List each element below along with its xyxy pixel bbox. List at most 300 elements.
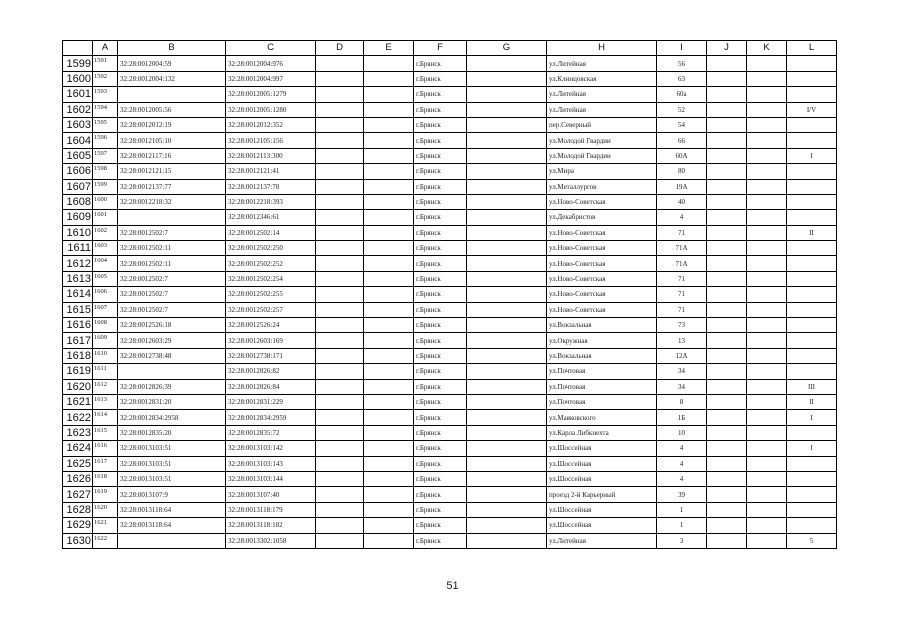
cell-b[interactable]: 32:28:0012121:15 — [118, 164, 226, 179]
cell-h[interactable]: ул.Ново-Советская — [547, 225, 657, 240]
cell-b[interactable]: 32:28:0013107:9 — [118, 487, 226, 502]
cell-e[interactable] — [364, 348, 414, 363]
cell-c[interactable]: 32:28:0013302:1058 — [226, 533, 316, 548]
cell-a[interactable]: 1617 — [93, 456, 118, 471]
cell-j[interactable] — [707, 518, 747, 533]
cell-c[interactable]: 32:28:0012137:78 — [226, 179, 316, 194]
cell-c[interactable]: 32:28:0012502:254 — [226, 271, 316, 286]
cell-g[interactable] — [467, 410, 547, 425]
cell-a[interactable]: 1597 — [93, 148, 118, 163]
cell-b[interactable]: 32:28:0012502:7 — [118, 287, 226, 302]
cell-a[interactable]: 1605 — [93, 271, 118, 286]
cell-j[interactable] — [707, 333, 747, 348]
cell-h[interactable]: ул.Металлургов — [547, 179, 657, 194]
cell-k[interactable] — [747, 302, 787, 317]
cell-l[interactable] — [787, 487, 837, 502]
cell-e[interactable] — [364, 71, 414, 86]
cell-f[interactable]: г.Брянск — [414, 71, 467, 86]
cell-l[interactable]: II — [787, 225, 837, 240]
cell-a[interactable]: 1616 — [93, 441, 118, 456]
cell-h[interactable]: ул.Почтовая — [547, 394, 657, 409]
cell-e[interactable] — [364, 364, 414, 379]
cell-f[interactable]: г.Брянск — [414, 241, 467, 256]
cell-d[interactable] — [316, 102, 364, 117]
cell-i[interactable]: 4 — [657, 456, 707, 471]
cell-i[interactable]: 13 — [657, 333, 707, 348]
cell-d[interactable] — [316, 194, 364, 209]
cell-f[interactable]: г.Брянск — [414, 394, 467, 409]
cell-a[interactable]: 1594 — [93, 102, 118, 117]
cell-e[interactable] — [364, 179, 414, 194]
column-header-k[interactable]: K — [747, 41, 787, 56]
cell-e[interactable] — [364, 256, 414, 271]
cell-i[interactable]: 12А — [657, 348, 707, 363]
cell-c[interactable]: 32:28:0012502:252 — [226, 256, 316, 271]
cell-b[interactable]: 32:28:0013103:51 — [118, 456, 226, 471]
cell-h[interactable]: ул.Ново-Советская — [547, 194, 657, 209]
cell-i[interactable]: 3 — [657, 533, 707, 548]
cell-f[interactable]: г.Брянск — [414, 348, 467, 363]
cell-g[interactable] — [467, 179, 547, 194]
cell-a[interactable]: 1595 — [93, 117, 118, 132]
cell-k[interactable] — [747, 410, 787, 425]
cell-f[interactable]: г.Брянск — [414, 318, 467, 333]
cell-d[interactable] — [316, 271, 364, 286]
cell-c[interactable]: 32:28:0012113:300 — [226, 148, 316, 163]
cell-l[interactable] — [787, 348, 837, 363]
cell-f[interactable]: г.Брянск — [414, 410, 467, 425]
column-header-b[interactable]: B — [118, 41, 226, 56]
cell-d[interactable] — [316, 348, 364, 363]
cell-i[interactable]: 52 — [657, 102, 707, 117]
row-header[interactable]: 1616 — [63, 318, 93, 333]
cell-j[interactable] — [707, 379, 747, 394]
row-header[interactable]: 1606 — [63, 164, 93, 179]
cell-a[interactable]: 1614 — [93, 410, 118, 425]
cell-c[interactable]: 32:28:0012004:997 — [226, 71, 316, 86]
cell-c[interactable]: 32:28:0013103:143 — [226, 456, 316, 471]
row-header[interactable]: 1620 — [63, 379, 93, 394]
column-header-j[interactable]: J — [707, 41, 747, 56]
cell-d[interactable] — [316, 471, 364, 486]
cell-l[interactable]: I — [787, 410, 837, 425]
cell-d[interactable] — [316, 518, 364, 533]
cell-l[interactable]: II — [787, 394, 837, 409]
cell-j[interactable] — [707, 410, 747, 425]
cell-g[interactable] — [467, 394, 547, 409]
column-header-a[interactable]: A — [93, 41, 118, 56]
cell-i[interactable]: 39 — [657, 487, 707, 502]
cell-g[interactable] — [467, 102, 547, 117]
cell-j[interactable] — [707, 164, 747, 179]
cell-d[interactable] — [316, 533, 364, 548]
cell-h[interactable]: ул.Почтовая — [547, 379, 657, 394]
cell-i[interactable]: 73 — [657, 318, 707, 333]
cell-a[interactable]: 1612 — [93, 379, 118, 394]
cell-f[interactable]: г.Брянск — [414, 164, 467, 179]
cell-j[interactable] — [707, 225, 747, 240]
cell-j[interactable] — [707, 71, 747, 86]
cell-e[interactable] — [364, 518, 414, 533]
cell-i[interactable]: 66 — [657, 133, 707, 148]
cell-d[interactable] — [316, 333, 364, 348]
cell-a[interactable]: 1622 — [93, 533, 118, 548]
cell-k[interactable] — [747, 117, 787, 132]
row-header[interactable]: 1608 — [63, 194, 93, 209]
row-header[interactable]: 1614 — [63, 287, 93, 302]
cell-i[interactable]: 34 — [657, 379, 707, 394]
cell-g[interactable] — [467, 302, 547, 317]
cell-c[interactable]: 32:28:0012121:41 — [226, 164, 316, 179]
cell-a[interactable]: 1618 — [93, 471, 118, 486]
cell-h[interactable]: ул.Окружная — [547, 333, 657, 348]
cell-h[interactable]: ул.Вокзальная — [547, 318, 657, 333]
cell-e[interactable] — [364, 102, 414, 117]
cell-a[interactable]: 1619 — [93, 487, 118, 502]
cell-h[interactable]: ул.Литейная — [547, 87, 657, 102]
cell-k[interactable] — [747, 179, 787, 194]
cell-d[interactable] — [316, 287, 364, 302]
cell-c[interactable]: 32:28:0013107:40 — [226, 487, 316, 502]
cell-f[interactable]: г.Брянск — [414, 379, 467, 394]
cell-l[interactable] — [787, 333, 837, 348]
cell-j[interactable] — [707, 256, 747, 271]
cell-j[interactable] — [707, 102, 747, 117]
cell-l[interactable] — [787, 133, 837, 148]
cell-g[interactable] — [467, 471, 547, 486]
cell-b[interactable]: 32:28:0012835:20 — [118, 425, 226, 440]
cell-d[interactable] — [316, 210, 364, 225]
cell-e[interactable] — [364, 56, 414, 71]
cell-k[interactable] — [747, 333, 787, 348]
cell-i[interactable]: 71 — [657, 225, 707, 240]
cell-g[interactable] — [467, 133, 547, 148]
cell-f[interactable]: г.Брянск — [414, 148, 467, 163]
cell-b[interactable]: 32:28:0012004:59 — [118, 56, 226, 71]
cell-b[interactable]: 32:28:0012603:29 — [118, 333, 226, 348]
cell-k[interactable] — [747, 148, 787, 163]
cell-g[interactable] — [467, 364, 547, 379]
cell-b[interactable] — [118, 210, 226, 225]
cell-k[interactable] — [747, 287, 787, 302]
cell-f[interactable]: г.Брянск — [414, 364, 467, 379]
cell-c[interactable]: 32:28:0013103:144 — [226, 471, 316, 486]
cell-k[interactable] — [747, 518, 787, 533]
cell-l[interactable] — [787, 318, 837, 333]
cell-l[interactable] — [787, 271, 837, 286]
cell-c[interactable]: 32:28:0012218:393 — [226, 194, 316, 209]
cell-a[interactable]: 1620 — [93, 502, 118, 517]
cell-i[interactable]: 4 — [657, 441, 707, 456]
row-header[interactable]: 1609 — [63, 210, 93, 225]
cell-h[interactable]: ул.Молодой Гвардии — [547, 133, 657, 148]
cell-i[interactable]: 1 — [657, 502, 707, 517]
cell-k[interactable] — [747, 87, 787, 102]
cell-h[interactable]: ул.Литейная — [547, 533, 657, 548]
cell-l[interactable] — [787, 87, 837, 102]
cell-d[interactable] — [316, 117, 364, 132]
cell-c[interactable]: 32:28:0012105:156 — [226, 133, 316, 148]
cell-l[interactable] — [787, 425, 837, 440]
column-header-d[interactable]: D — [316, 41, 364, 56]
cell-b[interactable] — [118, 87, 226, 102]
cell-l[interactable]: 5 — [787, 533, 837, 548]
cell-a[interactable]: 1613 — [93, 394, 118, 409]
cell-g[interactable] — [467, 117, 547, 132]
row-header[interactable]: 1615 — [63, 302, 93, 317]
cell-i[interactable]: 8 — [657, 394, 707, 409]
cell-l[interactable] — [787, 210, 837, 225]
row-header[interactable]: 1612 — [63, 256, 93, 271]
row-header[interactable]: 1605 — [63, 148, 93, 163]
cell-d[interactable] — [316, 379, 364, 394]
cell-b[interactable]: 32:28:0012738:48 — [118, 348, 226, 363]
cell-j[interactable] — [707, 487, 747, 502]
cell-g[interactable] — [467, 194, 547, 209]
corner-header[interactable] — [63, 41, 93, 56]
cell-e[interactable] — [364, 471, 414, 486]
cell-f[interactable]: г.Брянск — [414, 102, 467, 117]
cell-e[interactable] — [364, 333, 414, 348]
cell-f[interactable]: г.Брянск — [414, 179, 467, 194]
cell-i[interactable]: 71 — [657, 287, 707, 302]
cell-a[interactable]: 1596 — [93, 133, 118, 148]
cell-h[interactable]: ул.Ново-Советская — [547, 271, 657, 286]
cell-f[interactable]: г.Брянск — [414, 256, 467, 271]
cell-g[interactable] — [467, 502, 547, 517]
cell-g[interactable] — [467, 333, 547, 348]
cell-g[interactable] — [467, 164, 547, 179]
cell-e[interactable] — [364, 533, 414, 548]
cell-f[interactable]: г.Брянск — [414, 441, 467, 456]
cell-c[interactable]: 32:28:0012346:61 — [226, 210, 316, 225]
cell-j[interactable] — [707, 533, 747, 548]
cell-j[interactable] — [707, 117, 747, 132]
cell-l[interactable] — [787, 117, 837, 132]
cell-i[interactable]: 34 — [657, 364, 707, 379]
cell-c[interactable]: 32:28:0013118:182 — [226, 518, 316, 533]
column-header-e[interactable]: E — [364, 41, 414, 56]
cell-k[interactable] — [747, 441, 787, 456]
cell-k[interactable] — [747, 471, 787, 486]
cell-i[interactable]: 1Б — [657, 410, 707, 425]
cell-h[interactable]: ул.Ново-Советская — [547, 256, 657, 271]
cell-b[interactable]: 32:28:0012012:19 — [118, 117, 226, 132]
cell-b[interactable]: 32:28:0012502:7 — [118, 302, 226, 317]
cell-k[interactable] — [747, 394, 787, 409]
cell-f[interactable]: г.Брянск — [414, 518, 467, 533]
cell-h[interactable]: ул.Ново-Советская — [547, 287, 657, 302]
cell-d[interactable] — [316, 364, 364, 379]
cell-k[interactable] — [747, 425, 787, 440]
cell-a[interactable]: 1610 — [93, 348, 118, 363]
cell-c[interactable]: 32:28:0012826:84 — [226, 379, 316, 394]
cell-l[interactable]: III — [787, 379, 837, 394]
cell-f[interactable]: г.Брянск — [414, 194, 467, 209]
cell-e[interactable] — [364, 194, 414, 209]
cell-d[interactable] — [316, 225, 364, 240]
cell-f[interactable]: г.Брянск — [414, 487, 467, 502]
row-header[interactable]: 1628 — [63, 502, 93, 517]
cell-h[interactable]: ул.Декабристов — [547, 210, 657, 225]
cell-l[interactable]: I — [787, 148, 837, 163]
cell-e[interactable] — [364, 87, 414, 102]
cell-j[interactable] — [707, 271, 747, 286]
cell-g[interactable] — [467, 56, 547, 71]
cell-b[interactable]: 32:28:0013103:51 — [118, 471, 226, 486]
cell-k[interactable] — [747, 318, 787, 333]
cell-g[interactable] — [467, 518, 547, 533]
cell-b[interactable]: 32:28:0012004:132 — [118, 71, 226, 86]
cell-a[interactable]: 1593 — [93, 87, 118, 102]
cell-g[interactable] — [467, 287, 547, 302]
row-header[interactable]: 1624 — [63, 441, 93, 456]
cell-a[interactable]: 1592 — [93, 71, 118, 86]
cell-b[interactable]: 32:28:0013118:64 — [118, 502, 226, 517]
cell-e[interactable] — [364, 318, 414, 333]
cell-e[interactable] — [364, 287, 414, 302]
row-header[interactable]: 1626 — [63, 471, 93, 486]
cell-j[interactable] — [707, 194, 747, 209]
cell-d[interactable] — [316, 148, 364, 163]
row-header[interactable]: 1622 — [63, 410, 93, 425]
row-header[interactable]: 1613 — [63, 271, 93, 286]
cell-l[interactable] — [787, 456, 837, 471]
row-header[interactable]: 1618 — [63, 348, 93, 363]
cell-j[interactable] — [707, 241, 747, 256]
cell-f[interactable]: г.Брянск — [414, 425, 467, 440]
cell-k[interactable] — [747, 241, 787, 256]
cell-b[interactable]: 32:28:0012502:11 — [118, 256, 226, 271]
cell-b[interactable]: 32:28:0012117:16 — [118, 148, 226, 163]
cell-l[interactable] — [787, 502, 837, 517]
cell-l[interactable] — [787, 241, 837, 256]
cell-e[interactable] — [364, 210, 414, 225]
cell-h[interactable]: ул.Литейная — [547, 102, 657, 117]
cell-b[interactable]: 32:28:0012831:20 — [118, 394, 226, 409]
cell-j[interactable] — [707, 502, 747, 517]
cell-b[interactable]: 32:28:0012005:56 — [118, 102, 226, 117]
cell-h[interactable]: ул.Шоссейная — [547, 518, 657, 533]
row-header[interactable]: 1617 — [63, 333, 93, 348]
row-header[interactable]: 1621 — [63, 394, 93, 409]
cell-h[interactable]: ул.Маяковского — [547, 410, 657, 425]
cell-l[interactable]: I — [787, 441, 837, 456]
cell-k[interactable] — [747, 102, 787, 117]
cell-j[interactable] — [707, 87, 747, 102]
cell-i[interactable]: 60а — [657, 87, 707, 102]
cell-e[interactable] — [364, 425, 414, 440]
cell-c[interactable]: 32:28:0012502:255 — [226, 287, 316, 302]
cell-g[interactable] — [467, 425, 547, 440]
cell-l[interactable] — [787, 194, 837, 209]
row-header[interactable]: 1600 — [63, 71, 93, 86]
cell-b[interactable]: 32:28:0012834:2958 — [118, 410, 226, 425]
cell-j[interactable] — [707, 179, 747, 194]
cell-l[interactable] — [787, 287, 837, 302]
cell-k[interactable] — [747, 487, 787, 502]
cell-c[interactable]: 32:28:0012502:250 — [226, 241, 316, 256]
column-header-h[interactable]: H — [547, 41, 657, 56]
cell-k[interactable] — [747, 194, 787, 209]
cell-a[interactable]: 1615 — [93, 425, 118, 440]
cell-e[interactable] — [364, 241, 414, 256]
cell-h[interactable]: ул.Мира — [547, 164, 657, 179]
cell-e[interactable] — [364, 271, 414, 286]
cell-f[interactable]: г.Брянск — [414, 456, 467, 471]
column-header-l[interactable]: L — [787, 41, 837, 56]
cell-a[interactable]: 1611 — [93, 364, 118, 379]
cell-f[interactable]: г.Брянск — [414, 133, 467, 148]
cell-d[interactable] — [316, 425, 364, 440]
cell-b[interactable]: 32:28:0012502:11 — [118, 241, 226, 256]
cell-k[interactable] — [747, 56, 787, 71]
cell-i[interactable]: 63 — [657, 71, 707, 86]
cell-k[interactable] — [747, 379, 787, 394]
cell-a[interactable]: 1609 — [93, 333, 118, 348]
cell-e[interactable] — [364, 117, 414, 132]
cell-c[interactable]: 32:28:0012831:229 — [226, 394, 316, 409]
cell-g[interactable] — [467, 533, 547, 548]
cell-c[interactable]: 32:28:0012502:14 — [226, 225, 316, 240]
cell-b[interactable]: 32:28:0012137:77 — [118, 179, 226, 194]
row-header[interactable]: 1599 — [63, 56, 93, 71]
cell-d[interactable] — [316, 179, 364, 194]
cell-h[interactable]: проезд 2-й Карьерный — [547, 487, 657, 502]
cell-g[interactable] — [467, 241, 547, 256]
cell-c[interactable]: 32:28:0012738:171 — [226, 348, 316, 363]
cell-g[interactable] — [467, 379, 547, 394]
column-header-g[interactable]: G — [467, 41, 547, 56]
cell-e[interactable] — [364, 441, 414, 456]
cell-a[interactable]: 1602 — [93, 225, 118, 240]
cell-g[interactable] — [467, 271, 547, 286]
cell-l[interactable] — [787, 364, 837, 379]
cell-i[interactable]: 4 — [657, 471, 707, 486]
cell-h[interactable]: ул.Вокзальная — [547, 348, 657, 363]
cell-f[interactable]: г.Брянск — [414, 225, 467, 240]
cell-f[interactable]: г.Брянск — [414, 502, 467, 517]
row-header[interactable]: 1604 — [63, 133, 93, 148]
cell-k[interactable] — [747, 256, 787, 271]
cell-f[interactable]: г.Брянск — [414, 56, 467, 71]
cell-k[interactable] — [747, 225, 787, 240]
cell-a[interactable]: 1608 — [93, 318, 118, 333]
cell-i[interactable]: 71А — [657, 256, 707, 271]
cell-k[interactable] — [747, 533, 787, 548]
cell-e[interactable] — [364, 133, 414, 148]
cell-c[interactable]: 32:28:0012835:72 — [226, 425, 316, 440]
cell-b[interactable]: 32:28:0012526:18 — [118, 318, 226, 333]
cell-h[interactable]: ул.Клинцовская — [547, 71, 657, 86]
cell-b[interactable]: 32:28:0012218:32 — [118, 194, 226, 209]
cell-g[interactable] — [467, 71, 547, 86]
cell-a[interactable]: 1600 — [93, 194, 118, 209]
column-header-i[interactable]: I — [657, 41, 707, 56]
cell-i[interactable]: 56 — [657, 56, 707, 71]
cell-g[interactable] — [467, 441, 547, 456]
cell-g[interactable] — [467, 210, 547, 225]
cell-j[interactable] — [707, 425, 747, 440]
cell-e[interactable] — [364, 394, 414, 409]
cell-e[interactable] — [364, 164, 414, 179]
cell-i[interactable]: 54 — [657, 117, 707, 132]
row-header[interactable]: 1625 — [63, 456, 93, 471]
cell-d[interactable] — [316, 394, 364, 409]
cell-g[interactable] — [467, 348, 547, 363]
cell-l[interactable] — [787, 518, 837, 533]
row-header[interactable]: 1607 — [63, 179, 93, 194]
